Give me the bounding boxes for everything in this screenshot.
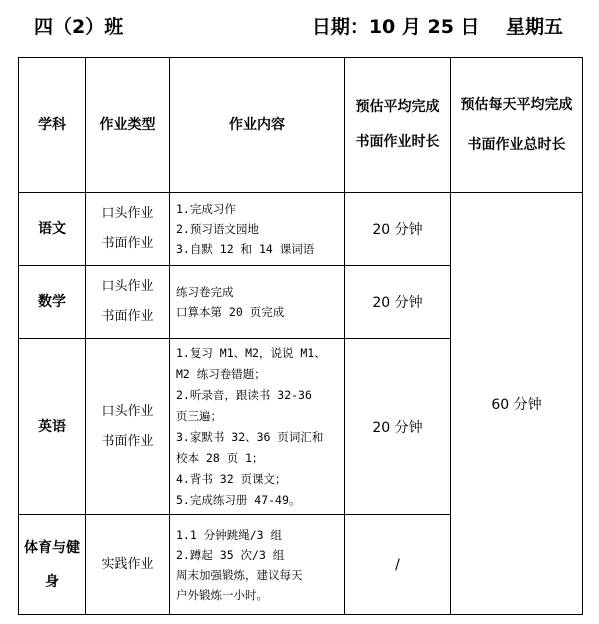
content-line: 户外锻炼一小时。 xyxy=(176,587,268,602)
type-item: 口头作业 xyxy=(101,206,154,221)
duration-cell: 20 分钟 xyxy=(345,339,451,515)
content-cell xyxy=(170,515,345,615)
content-line: 练习卷完成 xyxy=(176,285,234,299)
total-duration-cell: 60 分钟 xyxy=(451,193,583,615)
content-line: M2 练习卷错题； xyxy=(176,366,266,381)
subject-cell: 英语 xyxy=(19,339,86,515)
duration-cell: 20 分钟 xyxy=(345,193,451,266)
content-line: 周末加强锻炼，建议每天 xyxy=(176,567,303,582)
content-line: 5.完成练习册 47-49。 xyxy=(176,492,301,507)
subject-text: 体育与健身 xyxy=(24,539,80,590)
content-line: 2.听录音，跟读书 32-36 xyxy=(176,387,312,402)
content-cell xyxy=(170,193,345,266)
header-total-duration xyxy=(451,58,583,193)
content-line: 3.家默书 32、36 页词汇和 xyxy=(176,429,324,444)
content-line: 页三遍； xyxy=(176,408,222,423)
header-duration-text: 预估平均完成书面作业时长 xyxy=(355,99,440,150)
content-line: 2.蹲起 35 次/3 组 xyxy=(176,547,285,562)
type-cell xyxy=(86,515,170,615)
content-line: 3.自默 12 和 14 课词语 xyxy=(176,242,315,256)
subject-cell xyxy=(19,515,86,615)
duration-cell: 20 分钟 xyxy=(345,266,451,339)
type-item: 书面作业 xyxy=(101,309,154,324)
content-line: 口算本第 20 页完成 xyxy=(176,305,285,319)
type-cell xyxy=(86,339,170,515)
header-total-text: 预估每天平均完成书面作业总时长 xyxy=(460,97,573,153)
page-header xyxy=(0,10,599,40)
type-item: 书面作业 xyxy=(101,433,154,449)
table-row-chinese xyxy=(19,193,583,266)
content-line: 校本 28 页 1； xyxy=(176,450,264,465)
subject-cell: 数学 xyxy=(19,266,86,339)
content-line: 1.完成习作 xyxy=(176,202,236,216)
header-content: 作业内容 xyxy=(170,58,345,193)
content-cell xyxy=(170,266,345,339)
content-line: 2.预习语文园地 xyxy=(176,222,259,236)
date-label: 日期：10 月 25 日 星期五 xyxy=(311,16,563,38)
content-line: 1.1 分钟跳绳/3 组 xyxy=(176,527,282,542)
content-cell xyxy=(170,339,345,515)
subject-cell: 语文 xyxy=(19,193,86,266)
type-item: 口头作业 xyxy=(101,279,154,294)
class-name: 四（2）班 xyxy=(34,16,124,38)
duration-cell: / xyxy=(345,515,451,615)
content-line: 4.背书 32 页课文； xyxy=(176,471,287,486)
type-item: 实践作业 xyxy=(101,556,154,572)
type-item: 口头作业 xyxy=(101,403,154,419)
header-type: 作业类型 xyxy=(86,58,170,193)
type-cell xyxy=(86,266,170,339)
type-item: 书面作业 xyxy=(101,236,154,251)
content-line: 1.复习 M1、M2，说说 M1、 xyxy=(176,345,326,360)
header-subject: 学科 xyxy=(19,58,86,193)
header-row xyxy=(19,58,583,193)
header-duration xyxy=(345,58,451,193)
type-cell xyxy=(86,193,170,266)
homework-table xyxy=(18,57,583,615)
